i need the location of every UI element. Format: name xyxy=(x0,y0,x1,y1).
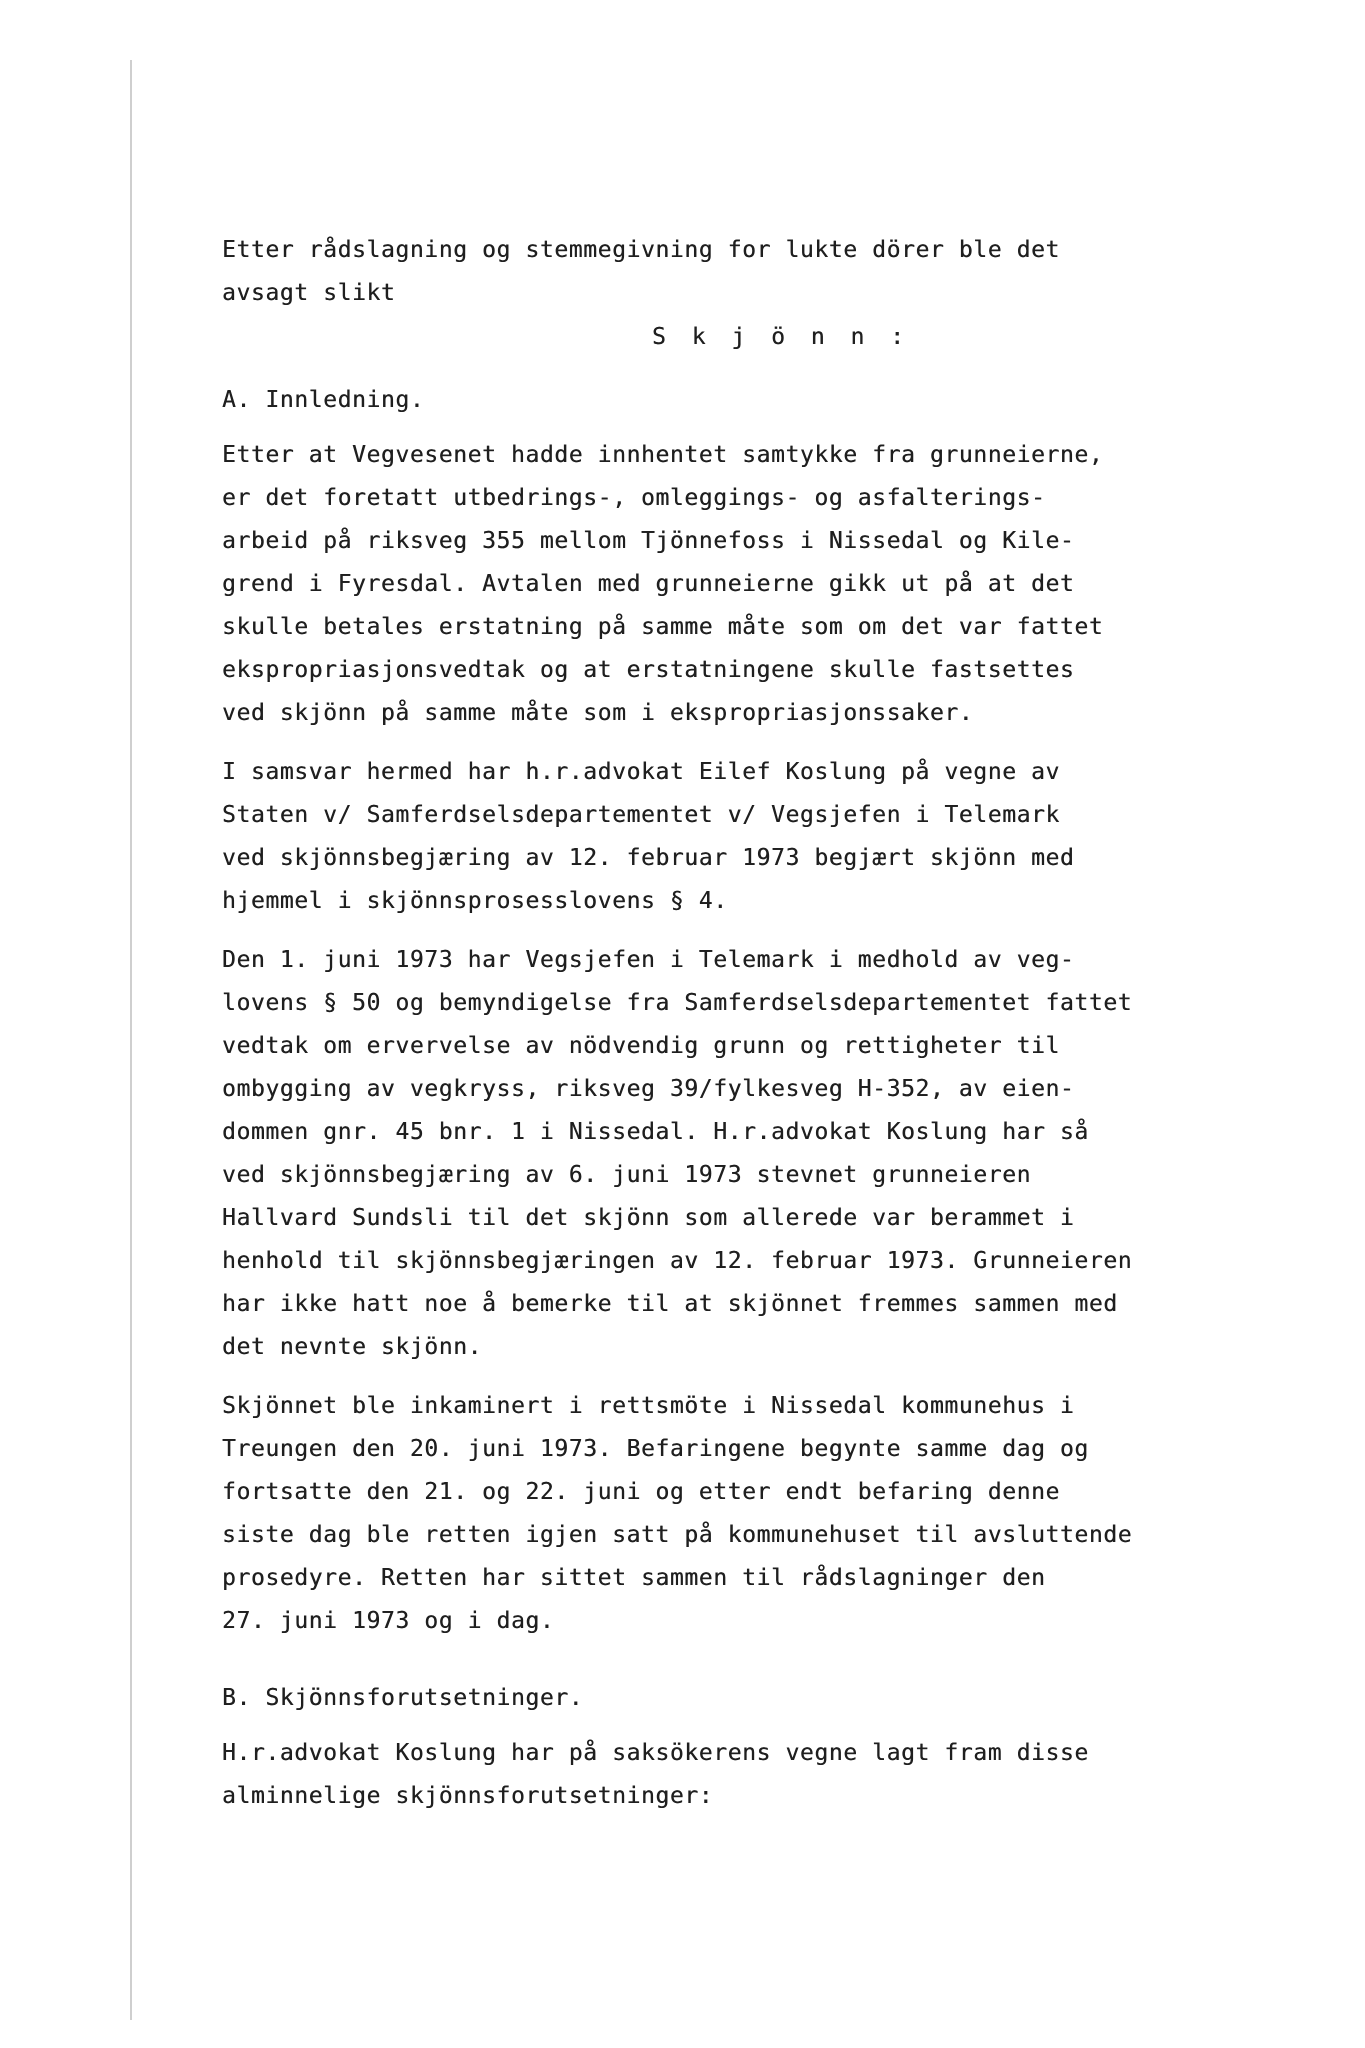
section-b-heading: B. Skjönnsforutsetninger. xyxy=(222,1685,584,1711)
paragraph-line: skulle betales erstatning på samme måte som om det var fattet xyxy=(222,614,1104,640)
paragraph-line: ekspropriasjonsvedtak og at erstatningene skulle fastsettes xyxy=(222,657,1075,683)
paragraph-line: Staten v/ Samferdselsdepartementet v/ Vegsjefen i Telemark xyxy=(222,802,1060,828)
paragraph-line: grend i Fyresdal. Avtalen med grunneierne gikk ut på at det xyxy=(222,571,1075,597)
paragraph-line: siste dag ble retten igjen satt på kommunehuset til avsluttende xyxy=(222,1522,1133,1548)
paragraph-line: alminnelige skjönnsforutsetninger: xyxy=(222,1783,714,1809)
paragraph-line: prosedyre. Retten har sittet sammen til rådslagninger den xyxy=(222,1565,1046,1591)
intro-line: Etter rådslagning og stemmegivning for lukte dörer ble det xyxy=(222,237,1060,263)
paragraph-line: I samsvar hermed har h.r.advokat Eilef Koslung på vegne av xyxy=(222,759,1060,785)
paragraph-line: det nevnte skjönn. xyxy=(222,1334,483,1360)
paragraph-line: arbeid på riksveg 355 mellom Tjönnefoss i Nissedal og Kile- xyxy=(222,528,1075,554)
paragraph-line: ved skjönnsbegjæring av 6. juni 1973 stevnet grunneieren xyxy=(222,1162,1032,1188)
paragraph-line: fortsatte den 21. og 22. juni og etter endt befaring denne xyxy=(222,1479,1060,1505)
paragraph-line: vedtak om ervervelse av nödvendig grunn og rettigheter til xyxy=(222,1033,1060,1059)
paragraph-line: ved skjönnsbegjæring av 12. februar 1973 begjært skjönn med xyxy=(222,845,1075,871)
document-heading: S k j ö n n : xyxy=(652,324,911,350)
paragraph-line: ombygging av vegkryss, riksveg 39/fylkesveg H-352, av eien- xyxy=(222,1076,1075,1102)
document-page xyxy=(222,0,1332,2048)
paragraph-line: Skjönnet ble inkaminert i rettsmöte i Nissedal kommunehus i xyxy=(222,1393,1075,1419)
paragraph-line: 27. juni 1973 og i dag. xyxy=(222,1608,555,1634)
paragraph-line: dommen gnr. 45 bnr. 1 i Nissedal. H.r.advokat Koslung har så xyxy=(222,1119,1089,1145)
paragraph-line: ved skjönn på samme måte som i ekspropriasjonssaker. xyxy=(222,700,974,726)
intro-line: avsagt slikt xyxy=(222,280,396,306)
paragraph-line: henhold til skjönnsbegjæringen av 12. februar 1973. Grunneieren xyxy=(222,1248,1133,1274)
paragraph-line: Den 1. juni 1973 har Vegsjefen i Telemark i medhold av veg- xyxy=(222,947,1075,973)
paragraph-line: H.r.advokat Koslung har på saksökerens vegne lagt fram disse xyxy=(222,1740,1089,1766)
paragraph-line: er det foretatt utbedrings-, omleggings- og asfalterings- xyxy=(222,485,1046,511)
paragraph-line: har ikke hatt noe å bemerke til at skjönnet fremmes sammen med xyxy=(222,1291,1118,1317)
paragraph-line: hjemmel i skjönnsprosesslovens § 4. xyxy=(222,888,728,914)
paragraph-line: Etter at Vegvesenet hadde innhentet samtykke fra grunneierne, xyxy=(222,442,1104,468)
paragraph-line: Treungen den 20. juni 1973. Befaringene begynte samme dag og xyxy=(222,1436,1089,1462)
paragraph-line: lovens § 50 og bemyndigelse fra Samferdselsdepartementet fattet xyxy=(222,990,1133,1016)
scan-page-edge xyxy=(130,60,132,2020)
section-a-heading: A. Innledning. xyxy=(222,387,425,413)
paragraph-line: Hallvard Sundsli til det skjönn som allerede var berammet i xyxy=(222,1205,1075,1231)
